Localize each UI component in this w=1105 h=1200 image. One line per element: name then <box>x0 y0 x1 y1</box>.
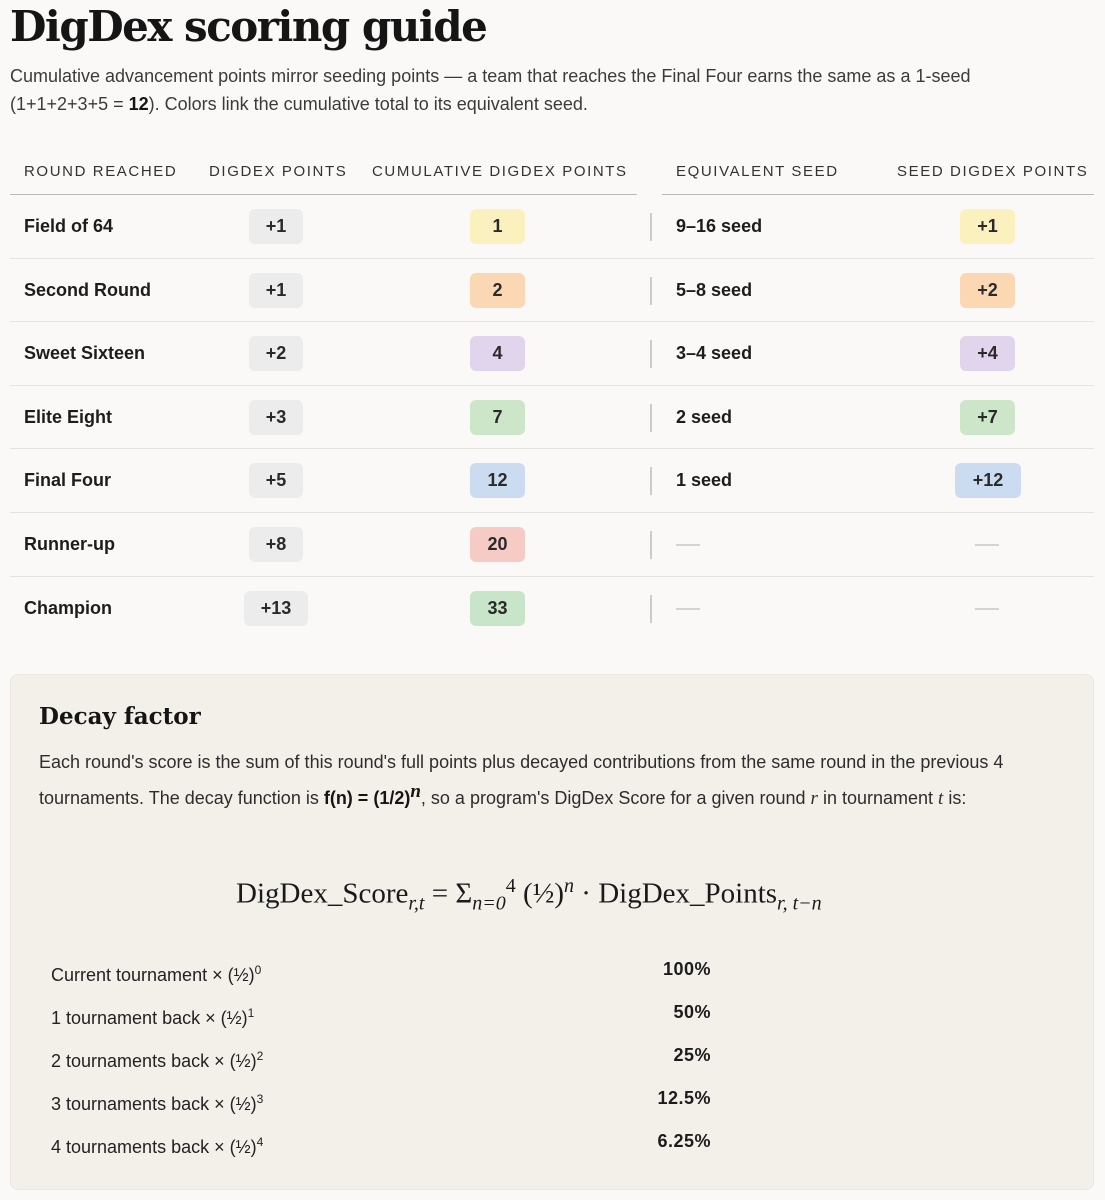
empty-seed-points-dash <box>975 544 999 546</box>
formula-rhs-sub: r, t−n <box>777 892 822 915</box>
decay-label <box>51 1078 263 1126</box>
col-header-seed-points: SEED DIGDEX POINTS <box>897 163 1089 180</box>
decay-row <box>51 1078 711 1121</box>
formula-lhs-sub: r,t <box>408 892 425 915</box>
table-row <box>10 259 1094 323</box>
cumulative-points-pill: 4 <box>470 336 525 371</box>
decay-exponent: 3 <box>256 1092 264 1106</box>
decay-description <box>39 747 1049 814</box>
decay-function <box>323 781 421 808</box>
decay-text: , so a program's DigDex Score for a given round <box>420 788 811 808</box>
empty-seed-points-dash <box>975 608 999 610</box>
empty-seed-dash <box>676 544 700 546</box>
cumulative-points-pill: 20 <box>470 527 525 562</box>
decay-label-text: Current tournament × (½) <box>51 965 255 985</box>
col-header-round: ROUND REACHED <box>24 163 178 180</box>
col-header-points: DIGDEX POINTS <box>209 163 348 180</box>
equivalent-seed: 2 seed <box>676 406 733 427</box>
seed-points-pill: +4 <box>960 336 1015 371</box>
column-separator <box>650 340 652 368</box>
decay-text: in tournament <box>817 788 939 808</box>
formula-half-sup: n <box>564 875 575 897</box>
round-name: Runner-up <box>24 533 115 554</box>
decay-exponent: 1 <box>247 1006 255 1020</box>
table-header <box>10 150 1094 195</box>
formula-half: (½) <box>515 877 565 910</box>
cumulative-points-pill: 7 <box>470 400 525 435</box>
decay-percent: 6.25% <box>657 1131 711 1151</box>
decay-exponent: 0 <box>254 963 262 977</box>
decay-label <box>51 949 261 997</box>
decay-panel <box>10 674 1094 1190</box>
decay-row <box>51 1121 711 1164</box>
digdex-points-pill: +1 <box>249 273 303 308</box>
decay-var-t: t <box>938 788 944 809</box>
equivalent-seed: 3–4 seed <box>676 343 753 364</box>
table-row <box>10 322 1094 386</box>
equivalent-seed: 1 seed <box>676 470 733 491</box>
decay-label <box>51 992 254 1040</box>
column-separator <box>650 595 652 623</box>
decay-label-text: 3 tournaments back × (½) <box>51 1094 257 1114</box>
decay-exponent: 4 <box>256 1135 264 1149</box>
decay-row <box>51 1035 711 1078</box>
digdex-points-pill: +3 <box>249 400 303 435</box>
decay-function-base: f(n) = (1/2) <box>323 788 411 808</box>
digdex-points-pill: +2 <box>249 336 303 371</box>
decay-label-text: 1 tournament back × (½) <box>51 1008 248 1028</box>
seed-points-pill: +7 <box>960 400 1015 435</box>
round-name: Second Round <box>24 279 151 300</box>
table-row <box>10 195 1094 259</box>
decay-row <box>51 949 711 992</box>
decay-label-text: 2 tournaments back × (½) <box>51 1051 257 1071</box>
decay-percent: 100% <box>662 959 711 979</box>
subtitle-bold-value: 12 <box>128 94 149 114</box>
cumulative-points-pill: 2 <box>470 273 525 308</box>
digdex-points-pill: +5 <box>249 463 303 498</box>
digdex-points-pill: +13 <box>244 591 308 626</box>
decay-title: Decay factor <box>39 703 201 730</box>
decay-var-r: r <box>810 788 818 809</box>
column-separator <box>650 531 652 559</box>
empty-seed-dash <box>676 608 700 610</box>
formula-sum-sup: 4 <box>505 875 516 897</box>
decay-label-text: 4 tournaments back × (½) <box>51 1137 257 1157</box>
column-separator <box>650 467 652 495</box>
subtitle-text-end: ). Colors link the cumulative total to its equivalent seed. <box>148 94 588 114</box>
digdex-points-pill: +8 <box>249 527 303 562</box>
round-name: Sweet Sixteen <box>24 343 146 364</box>
formula-points: · DigDex_Points <box>574 877 778 910</box>
cumulative-points-pill: 1 <box>470 209 525 244</box>
seed-points-pill: +12 <box>955 463 1021 498</box>
scoring-table <box>10 150 1094 640</box>
round-name: Final Four <box>24 470 111 491</box>
cumulative-points-pill: 12 <box>470 463 525 498</box>
subtitle-text: Cumulative advancement points mirror seeding points — a team that reaches the Final Four earns the same as a 1-seed (1+1+2+3+5 = <box>10 66 971 114</box>
round-name: Field of 64 <box>24 216 114 236</box>
column-separator <box>650 277 652 305</box>
equivalent-seed: 5–8 seed <box>676 279 753 300</box>
seed-points-pill: +1 <box>960 209 1015 244</box>
col-header-equiv-seed: EQUIVALENT SEED <box>676 163 839 180</box>
page-title: DigDex scoring guide <box>10 2 487 51</box>
table-row <box>10 577 1094 641</box>
decay-text: Each round's score is the sum of this round's full points plus decayed contributions from the same round in the previous 4 tournaments. The decay function is <box>39 752 1004 808</box>
decay-percent: 25% <box>673 1045 711 1065</box>
decay-text: is: <box>943 788 967 808</box>
decay-label <box>51 1035 263 1083</box>
equivalent-seed: 9–16 seed <box>676 216 763 236</box>
table-row <box>10 513 1094 577</box>
seed-points-pill: +2 <box>960 273 1015 308</box>
decay-label <box>51 1121 263 1169</box>
decay-percent: 50% <box>673 1002 711 1022</box>
round-name: Elite Eight <box>24 406 113 427</box>
formula-sum: = Σ <box>424 877 473 910</box>
decay-percent: 12.5% <box>657 1088 711 1108</box>
page-subtitle <box>10 62 1060 118</box>
decay-exponent: 2 <box>256 1049 264 1063</box>
digdex-points-pill: +1 <box>249 209 303 244</box>
table-row <box>10 449 1094 513</box>
round-name: Champion <box>24 597 112 618</box>
column-separator <box>650 213 652 241</box>
decay-function-exp: n <box>410 781 421 802</box>
column-separator <box>650 404 652 432</box>
score-formula <box>236 875 822 915</box>
formula-lhs: DigDex_Score <box>236 877 409 910</box>
col-header-cumulative: CUMULATIVE DIGDEX POINTS <box>372 163 628 180</box>
formula-sum-sub: n=0 <box>472 892 506 915</box>
cumulative-points-pill: 33 <box>470 591 525 626</box>
decay-row <box>51 992 711 1035</box>
table-body <box>10 195 1094 640</box>
table-row <box>10 386 1094 450</box>
